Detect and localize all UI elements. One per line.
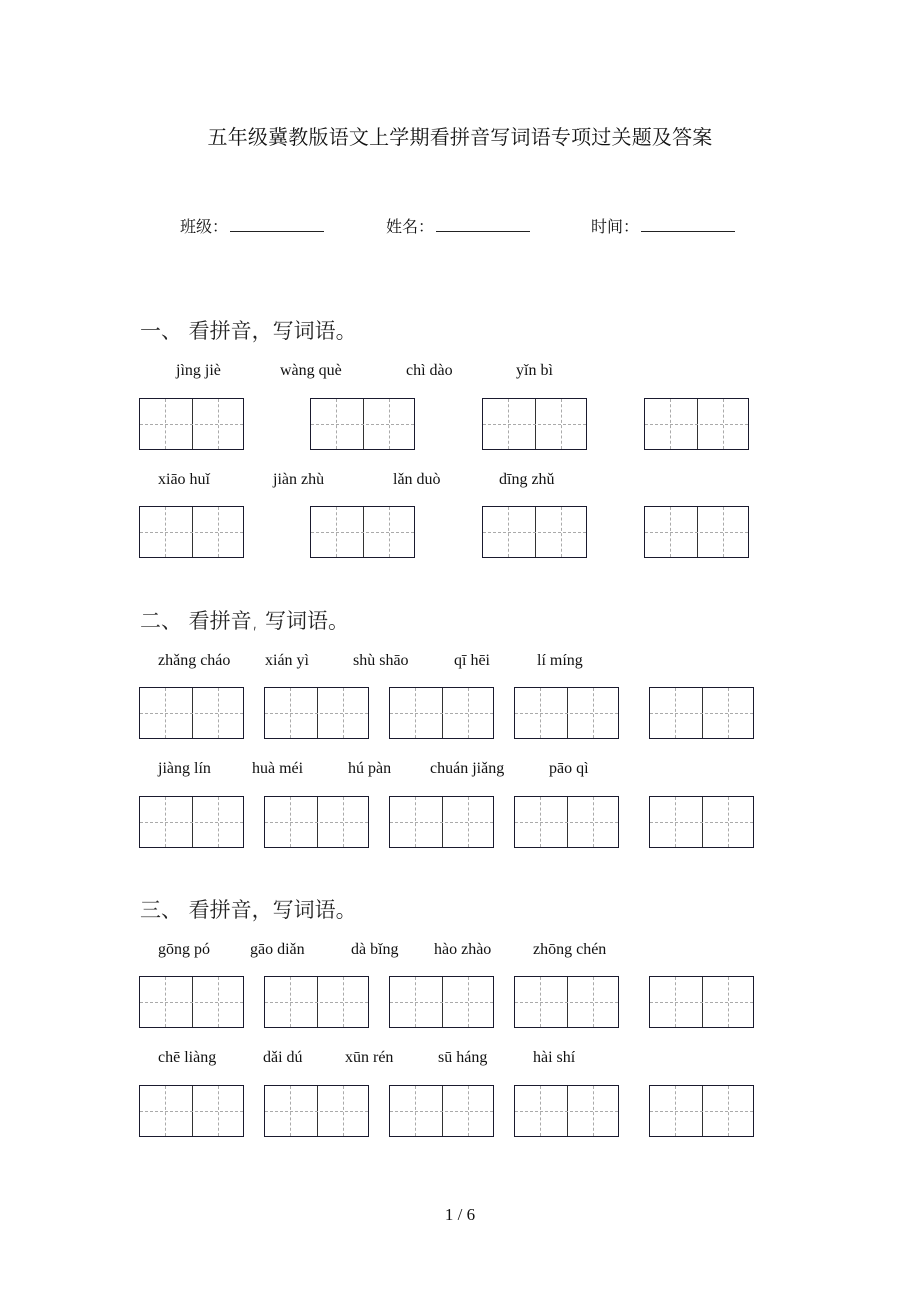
writing-box[interactable] — [139, 398, 244, 450]
pinyin-label: dǎi dú — [263, 1049, 303, 1066]
document-title: 五年级冀教版语文上学期看拼音写词语专项过关题及答案 — [207, 125, 713, 149]
writing-box[interactable] — [649, 976, 754, 1028]
time-label: 时间： — [591, 217, 640, 236]
writing-box[interactable] — [649, 1085, 754, 1137]
pinyin-label: chuán jiǎng — [430, 760, 505, 777]
pinyin-label: shù shāo — [353, 652, 409, 669]
writing-box[interactable] — [310, 506, 415, 558]
pinyin-label: chē liàng — [158, 1049, 217, 1066]
name-label: 姓名： — [386, 217, 435, 236]
pinyin-label: jìng jiè — [176, 362, 221, 379]
section-1-heading: 一、 看拼音，写词语。 — [140, 319, 357, 343]
page-number: 1 / 6 — [444, 1205, 476, 1224]
pinyin-label: qī hēi — [454, 652, 490, 669]
class-label: 班级： — [180, 217, 229, 236]
pinyin-label: pāo qì — [549, 760, 589, 777]
pinyin-label: chì dào — [406, 362, 453, 379]
pinyin-label: gōng pó — [158, 941, 210, 958]
pinyin-label: sū háng — [438, 1049, 488, 1066]
class-field[interactable] — [180, 214, 324, 237]
writing-box[interactable] — [310, 398, 415, 450]
writing-box[interactable] — [139, 796, 244, 848]
writing-box[interactable] — [264, 1085, 369, 1137]
writing-box[interactable] — [264, 796, 369, 848]
pinyin-label: dīng zhǔ — [499, 471, 555, 488]
writing-box[interactable] — [514, 687, 619, 739]
writing-box[interactable] — [514, 796, 619, 848]
pinyin-label: gāo diǎn — [250, 941, 305, 958]
name-field[interactable] — [386, 214, 530, 237]
section-2-heading: 二、 看拼音, 写词语。 — [140, 609, 350, 633]
pinyin-label: hài shí — [533, 1049, 576, 1066]
pinyin-label: xián yì — [265, 652, 309, 669]
pinyin-label: xiāo huǐ — [158, 471, 210, 488]
pinyin-label: hú pàn — [348, 760, 392, 777]
pinyin-label: yǐn bì — [516, 362, 553, 379]
pinyin-label: wàng què — [280, 362, 342, 379]
writing-box[interactable] — [264, 976, 369, 1028]
writing-box[interactable] — [389, 687, 494, 739]
time-field[interactable] — [591, 214, 735, 237]
pinyin-label: zhǎng cháo — [158, 652, 231, 669]
pinyin-label: lǎn duò — [393, 471, 441, 488]
writing-box[interactable] — [389, 1085, 494, 1137]
pinyin-label: hào zhào — [434, 941, 492, 958]
pinyin-label: jiàn zhù — [273, 471, 325, 488]
writing-box[interactable] — [139, 1085, 244, 1137]
pinyin-label: dà bǐng — [351, 941, 399, 958]
pinyin-label: xūn rén — [345, 1049, 394, 1066]
class-blank[interactable] — [230, 217, 324, 232]
time-blank[interactable] — [641, 217, 735, 232]
writing-box[interactable] — [514, 976, 619, 1028]
writing-box[interactable] — [482, 506, 587, 558]
writing-box[interactable] — [482, 398, 587, 450]
pinyin-label: lí míng — [537, 652, 583, 669]
writing-box[interactable] — [389, 976, 494, 1028]
writing-box[interactable] — [644, 506, 749, 558]
pinyin-label: huà méi — [252, 760, 304, 777]
name-blank[interactable] — [436, 217, 530, 232]
writing-box[interactable] — [514, 1085, 619, 1137]
section-3-heading: 三、 看拼音，写词语。 — [140, 898, 357, 922]
writing-box[interactable] — [644, 398, 749, 450]
writing-box[interactable] — [649, 796, 754, 848]
writing-box[interactable] — [389, 796, 494, 848]
writing-box[interactable] — [139, 687, 244, 739]
pinyin-label: jiàng lín — [158, 760, 211, 777]
writing-box[interactable] — [264, 687, 369, 739]
writing-box[interactable] — [139, 506, 244, 558]
writing-box[interactable] — [139, 976, 244, 1028]
writing-box[interactable] — [649, 687, 754, 739]
pinyin-label: zhōng chén — [533, 941, 607, 958]
